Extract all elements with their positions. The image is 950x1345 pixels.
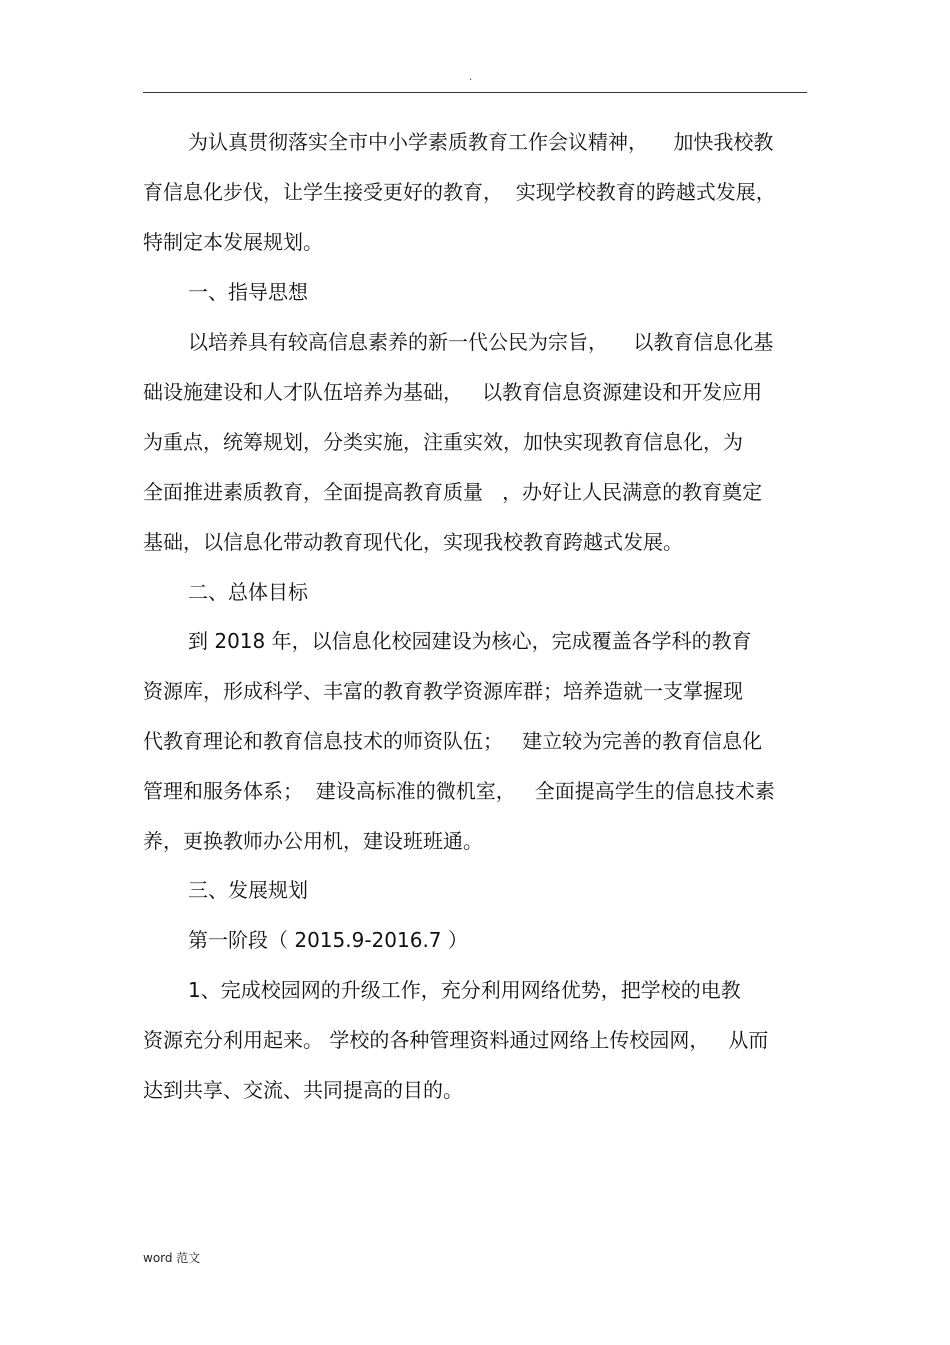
text-line: 基础，以信息化带动教育现代化，实现我校教育跨越式发展。 <box>143 530 683 554</box>
header-mark: . <box>469 72 473 83</box>
section-heading: 一、指导思想 <box>188 280 308 304</box>
text-line: 全面推进素质教育，全面提高教育质量 ，办好让人民满意的教育奠定 <box>143 480 763 504</box>
header-rule <box>143 92 807 93</box>
section-heading: 二、总体目标 <box>188 580 308 604</box>
text-line: 代教育理论和教育信息技术的师资队伍； 建立较为完善的教育信息化 <box>143 729 763 753</box>
text-line: 达到共享、交流、共同提高的目的。 <box>143 1078 463 1102</box>
text-line: 础设施建设和人才队伍培养为基础， 以教育信息资源建设和开发应用 <box>143 380 763 404</box>
text-line: 特制定本发展规划。 <box>143 230 323 254</box>
text-line: 为重点，统筹规划，分类实施，注重实效，加快实现教育信息化，为 <box>143 430 743 454</box>
text-line: 1、完成校园网的升级工作，充分利用网络优势，把学校的电教 <box>188 978 741 1002</box>
text-line: 育信息化步伐，让学生接受更好的教育， 实现学校教育的跨越式发展， <box>143 180 776 204</box>
text-line: 资源充分利用起来。 学校的各种管理资料通过网络上传校园网， 从而 <box>143 1028 769 1052</box>
stage-heading: 第一阶段（ 2015.9-2016.7 ） <box>188 928 468 952</box>
text-line: 资源库，形成科学、丰富的教育教学资源库群；培养造就一支掌握现 <box>143 679 743 703</box>
section-heading: 三、发展规划 <box>188 878 308 902</box>
text-line: 为认真贯彻落实全市中小学素质教育工作会议精神， 加快我校教 <box>188 130 774 154</box>
text-line: 到 2018 年，以信息化校园建设为核心，完成覆盖各学科的教育 <box>188 629 752 653</box>
page-footer: word 范文 <box>143 1251 201 1265</box>
text-line: 以培养具有较高信息素养的新一代公民为宗旨， 以教育信息化基 <box>188 330 774 354</box>
text-line: 养，更换教师办公用机，建设班班通。 <box>143 829 483 853</box>
text-line: 管理和服务体系； 建设高标准的微机室， 全面提高学生的信息技术素 <box>143 779 775 803</box>
